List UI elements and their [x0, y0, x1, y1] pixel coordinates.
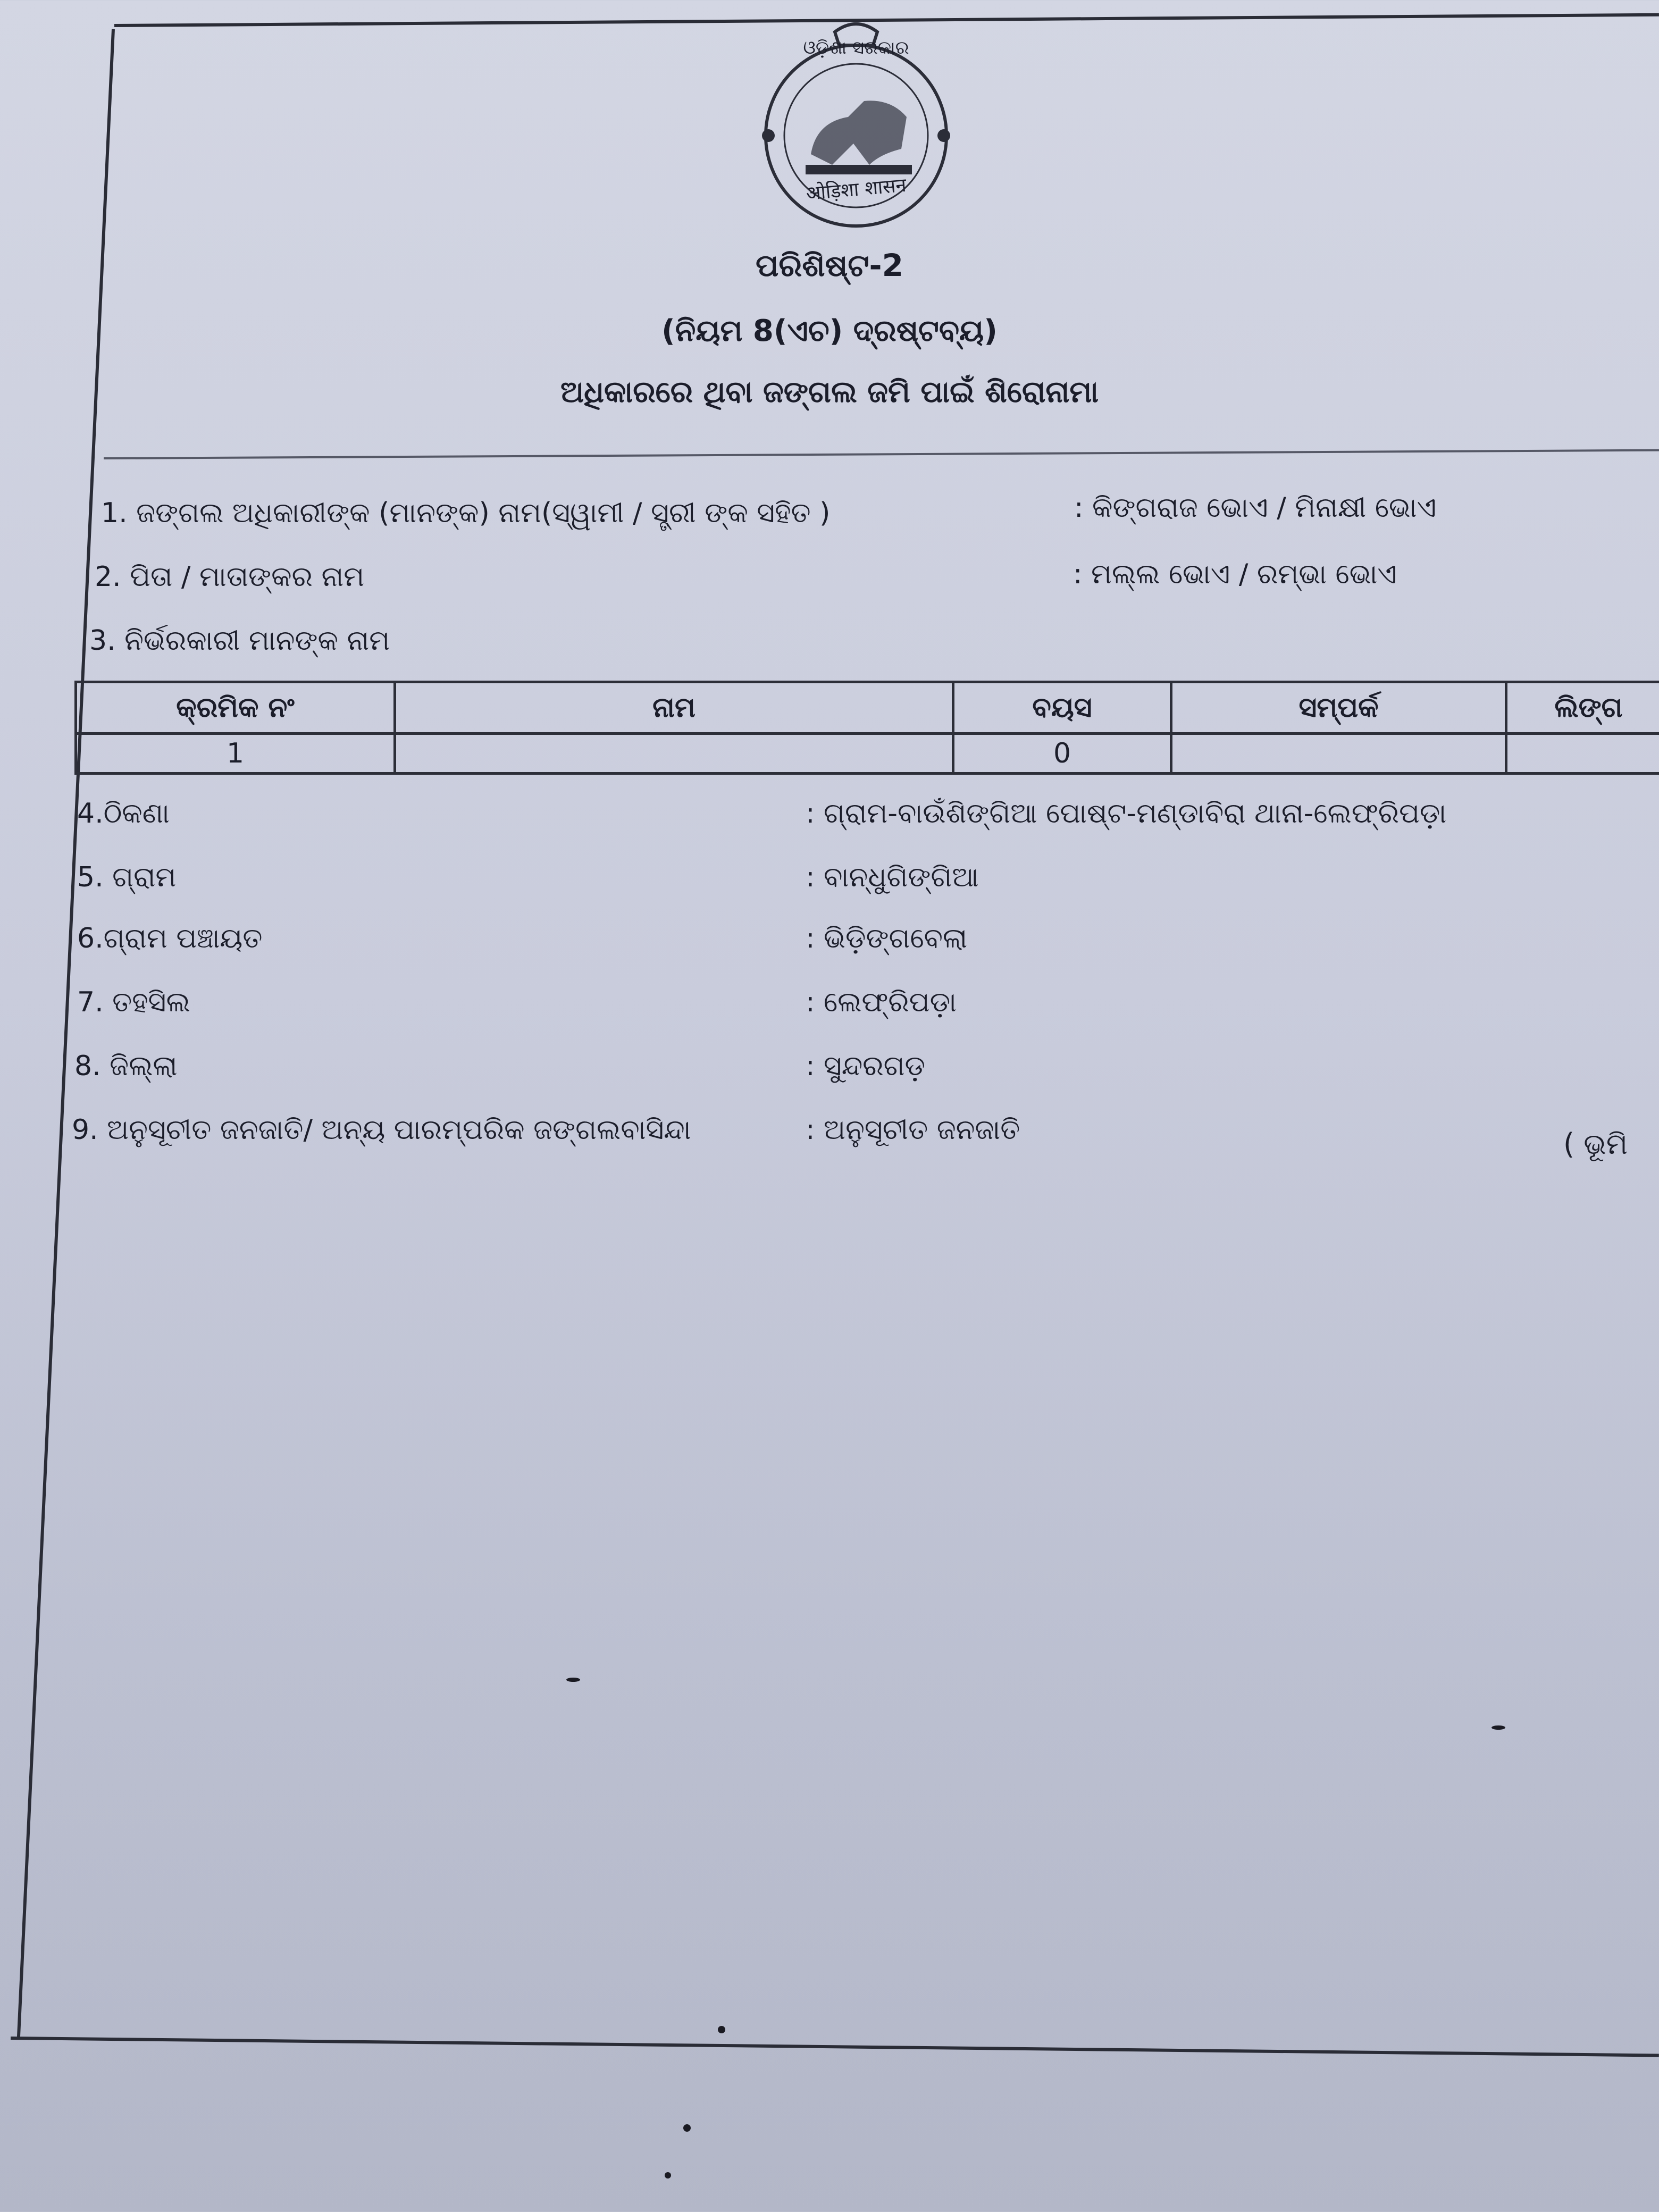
seal-bottom-text: ओड़िशा शासन	[805, 174, 907, 205]
field-value: : ସୁନ୍ଦରଗଡ଼	[806, 1050, 926, 1082]
table-cell	[1171, 734, 1506, 774]
seal-top-text: ଓଡ଼ିଶା ସରକାର	[803, 37, 909, 58]
field-value: : ଅନୁସୂଚୀତ ଜନଜାତି	[806, 1114, 1020, 1146]
field-value: : ଲେଫ୍ରିପଡ଼ା	[806, 986, 957, 1018]
table-cell	[395, 734, 953, 774]
field-value: : କିଙ୍ଗରାଜ ଭୋଏ / ମିନାକ୍ଷୀ ଭୋଏ	[1074, 492, 1437, 524]
column-header-relation: ସମ୍ପର୍କ	[1171, 682, 1506, 734]
paper-speck	[683, 2124, 691, 2132]
land-note-fragment: ( ଭୂମି	[1563, 1127, 1628, 1161]
table-cell: 0	[953, 734, 1171, 774]
table-row	[76, 734, 1659, 774]
table-cell: 1	[76, 734, 395, 774]
field-label: 5. ଗ୍ରାମ	[77, 861, 177, 893]
field-value: : ଭିଡ଼ିଙ୍ଗବେଲା	[806, 923, 968, 954]
field-value: : ମଲ୍ଲ ଭୋଏ / ରମ୍ଭା ଭୋଏ	[1073, 558, 1397, 590]
table-cell	[1506, 734, 1659, 774]
field-label: 9. ଅନୁସୂଚୀତ ଜନଜାତି/ ଅନ୍ୟ ପାରମ୍ପରିକ ଜଙ୍ଗଲବାସିନ୍ଦା	[72, 1114, 691, 1146]
column-header-name: ନାମ	[395, 682, 953, 734]
field-label: 7. ତହସିଲ	[77, 986, 190, 1018]
paper-speck	[665, 2172, 671, 2179]
field-value: : ବାନ୍ଧୁଗିଙ୍ଗିଆ	[806, 861, 979, 893]
field-label: 3. ନିର୍ଭରକାରୀ ମାନଙ୍କ ନାମ	[89, 625, 390, 657]
document-title: ପରିଶିଷ୍ଟ-2	[756, 247, 903, 283]
paper-speck	[1492, 1725, 1505, 1730]
field-label: 6.ଗ୍ରାମ ପଞ୍ଚାୟତ	[77, 923, 263, 954]
field-label: 2. ପିତା / ମାତାଙ୍କର ନାମ	[95, 561, 365, 593]
dependents-table	[74, 681, 1659, 775]
rule-reference: (ନିୟମ 8(ଏଚ) ଦ୍ରଷ୍ଟବ୍ୟ)	[661, 314, 998, 348]
paper-speck	[718, 2026, 725, 2033]
field-label: 1. ଜଙ୍ଗଲ ଅଧିକାରୀଙ୍କ (ମାନଙ୍କ) ନାମ(ସ୍ୱାମୀ / ସ୍ତ୍ରୀ ଙ୍କ ସହିତ )	[101, 497, 831, 529]
column-header-age: ବୟସ	[953, 682, 1171, 734]
field-value: : ଗ୍ରାମ-ବାଉଁଶିଙ୍ଗିଆ ପୋଷ୍ଟ-ମଣ୍ଡାବିରା ଥାନା-ଲେଫ୍ରିପଡ଼ା	[806, 798, 1447, 830]
header-rule	[104, 449, 1659, 459]
column-header-serial: କ୍ରମିକ ନଂ	[76, 682, 395, 734]
column-header-gender: ଲିଙ୍ଗ	[1506, 682, 1659, 734]
document-subtitle: ଅଧିକାରରେ ଥିବା ଜଙ୍ଗଲ ଜମି ପାଇଁ ଶିରୋନାମା	[560, 375, 1099, 409]
field-label: 4.ଠିକଣା	[77, 798, 170, 830]
paper-speck	[566, 1678, 580, 1682]
frame-border-bottom	[11, 2037, 1659, 2057]
table-header-row	[76, 682, 1659, 734]
field-label: 8. ଜିଲ୍ଲା	[74, 1050, 178, 1082]
